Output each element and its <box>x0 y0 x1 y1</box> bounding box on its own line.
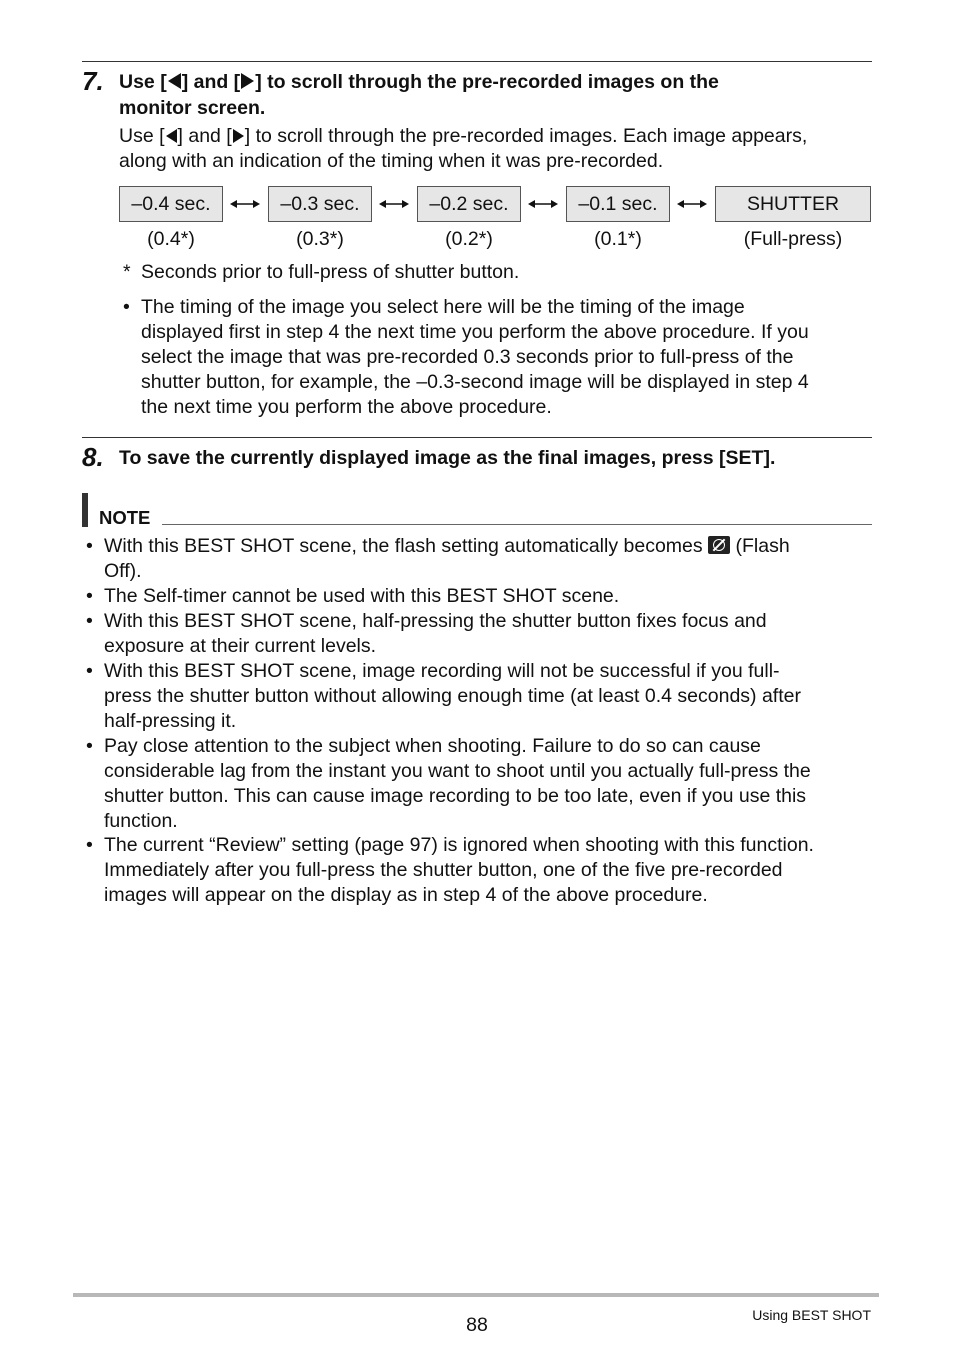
bullet: • <box>86 735 93 757</box>
footer-section-title: Using BEST SHOT <box>752 1307 871 1323</box>
note-rule <box>162 524 872 525</box>
bullet: • <box>123 296 130 318</box>
footnote <box>123 260 863 285</box>
left-arrow-icon <box>166 129 177 143</box>
bullet: • <box>86 610 93 632</box>
timing-note-line: shutter button, for example, the –0.3-second image will be displayed in step 4 <box>141 371 809 393</box>
bullet: • <box>86 660 93 682</box>
bullet: • <box>86 535 93 557</box>
flash-off-icon <box>708 536 730 554</box>
double-arrow-icon <box>378 196 410 212</box>
timeline-box: –0.2 sec. <box>417 186 521 222</box>
timeline-box: –0.3 sec. <box>268 186 372 222</box>
timeline-label: (0.4*) <box>147 228 195 250</box>
step8-number: 8. <box>82 442 104 472</box>
timing-note <box>123 295 868 420</box>
footnote-mark: * <box>123 261 131 283</box>
timeline-label: (0.3*) <box>296 228 344 250</box>
step7-title: Use [ ] and [ ] to scroll through the pre-recorded images on the monitor screen. <box>119 71 719 119</box>
step7-description: Use [ ] and [ ] to scroll through the pre-recorded images. Each image appears, along with an indication of the timing when it was pre-recorded. <box>119 125 808 172</box>
timeline-box-shutter: SHUTTER <box>715 186 871 222</box>
timeline-label: (0.1*) <box>594 228 642 250</box>
double-arrow-icon <box>527 196 559 212</box>
timeline-label: (Full-press) <box>743 228 843 250</box>
step7-rule <box>82 61 872 62</box>
right-arrow-icon <box>233 129 244 143</box>
note-bar <box>82 493 88 527</box>
timing-note-line: displayed first in step 4 the next time you perform the above procedure. If you <box>141 321 809 343</box>
bullet: • <box>86 585 93 607</box>
timing-note-line: select the image that was pre-recorded 0.3 seconds prior to full-press of the <box>141 346 794 368</box>
step8-title: To save the currently displayed image as the final images, press [SET]. <box>119 447 776 469</box>
note-item: • With this BEST SHOT scene, the flash setting automatically becomes (Flash Off). <box>86 535 790 582</box>
bullet: • <box>86 834 93 856</box>
note-item: • Pay close attention to the subject when shooting. Failure to do so can cause considerable lag from the instant you want to shoot until you actually full-press the shutter button. This can cause image recording to be too late, even if you use this function. <box>86 735 811 832</box>
timing-note-line: The timing of the image you select here will be the timing of the image <box>141 296 745 318</box>
footnote-text: Seconds prior to full-press of shutter button. <box>141 261 520 283</box>
double-arrow-icon <box>229 196 261 212</box>
note-item: • The current “Review” setting (page 97) is ignored when shooting with this function. Immediately after you full-press the shutter button, one of the five pre-recorded images will appear on the display as in step 4 of the above procedure. <box>86 834 814 906</box>
footer-rule <box>73 1293 879 1297</box>
page-number: 88 <box>466 1314 488 1336</box>
right-arrow-icon <box>241 73 254 89</box>
left-arrow-icon <box>168 73 181 89</box>
note-item: • With this BEST SHOT scene, image recording will not be successful if you full- press the shutter button without allowing enough time (at least 0.4 seconds) after half-pressing it. <box>86 660 801 732</box>
timeline-box: –0.4 sec. <box>119 186 223 222</box>
step7-number: 7. <box>82 66 104 96</box>
timing-note-line: the next time you perform the above procedure. <box>141 396 552 418</box>
step8-rule <box>82 437 872 438</box>
note-item: • The Self-timer cannot be used with this BEST SHOT scene. <box>86 585 620 607</box>
timeline-box: –0.1 sec. <box>566 186 670 222</box>
note-item: • With this BEST SHOT scene, half-pressing the shutter button fixes focus and exposure at their current levels. <box>86 610 767 657</box>
note-label: NOTE <box>99 507 151 528</box>
timeline-label: (0.2*) <box>445 228 493 250</box>
double-arrow-icon <box>676 196 708 212</box>
